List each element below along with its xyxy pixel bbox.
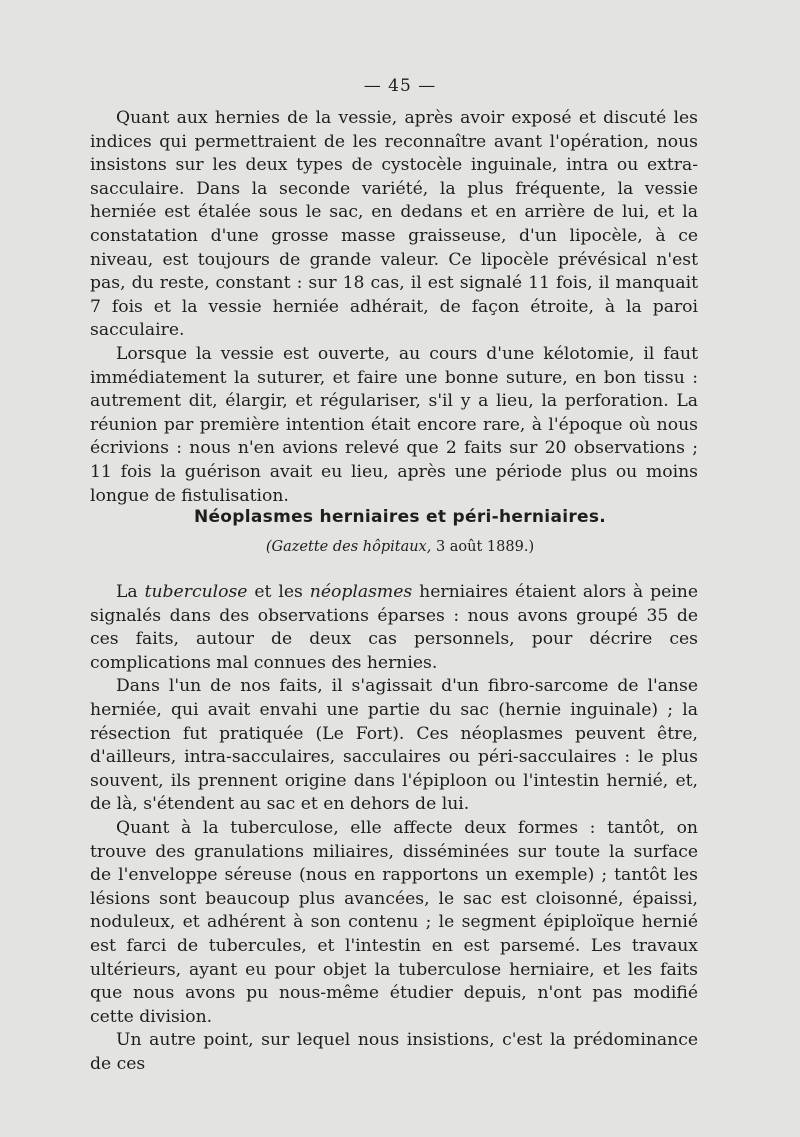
- term-tuberculose: tuberculose: [144, 582, 248, 602]
- bladder-hernia-text: [90, 107, 698, 508]
- section-title: Néoplasmes herniaires et péri-herniaires.: [193, 507, 607, 527]
- paragraph: Quant aux hernies de la vessie, après avoir exposé et discuté les indices qui permettraient de les reconnaître avant l'opération, nous insistons sur les deux types de cystocèle inguinale, intra ou extra-sacculaire. Dans la seconde variété, la plus fréquente, la vessie herniée est étalée sous le sac, en dedans et en arrière de lui, et la constatation d'une grosse masse graisseuse, d'un lipocèle, à ce niveau, est toujours de grande valeur. Ce lipocèle prévésical n'est pas, du reste, constant : sur 18 cas, il est signalé 11 fois, il manquait 7 fois et la vessie herniée adhérait, de façon étroite, à la paroi sacculaire.: [90, 108, 698, 341]
- paragraph-mid: et les: [247, 582, 310, 602]
- source-journal: (Gazette des hôpitaux,: [265, 539, 432, 555]
- section-source: [0, 539, 800, 555]
- paragraph: Un autre point, sur lequel nous insistions, c'est la prédominance de ces: [90, 1030, 698, 1074]
- paragraph: Lorsque la vessie est ouverte, au cours d'une kélotomie, il faut immédiatement la suturer, et faire une bonne suture, en bon tissu : autrement dit, élargir, et régulariser, s'il y a lieu, la perforation. La réunion par première intention était encore rare, à l'époque où nous écrivions : nous n'en avions relevé que 2 faits sur 20 observations ; 11 fois la guérison avait eu lieu, après une période plus ou moins longue de fistulisation.: [90, 343, 698, 506]
- neoplasm-text: [90, 581, 698, 1076]
- paragraph: [90, 581, 698, 675]
- source-date: 3 août 1889.): [431, 539, 535, 555]
- paragraph: Dans l'un de nos faits, il s'agissait d'un fibro-sarcome de l'anse herniée, qui avait envahi une partie du sac (hernie inguinale) ; la résection fut pratiquée (Le Fort). Ces néoplasmes peuvent être, d'ailleurs, intra-sacculaires, sacculaires ou péri-sacculaires : le plus souvent, ils prennent origine dans l'épiploon ou l'intestin hernié, et, de là, s'étendent au sac et en dehors de lui.: [90, 676, 698, 815]
- page-number: — 45 —: [363, 76, 437, 96]
- paragraph-end: herniaires étaient alors à peine signalés dans des observations éparses : nous avons groupé 35 de ces faits, autour de deux cas personnels, pour décrire ces complications mal connues des hernies.: [90, 582, 698, 673]
- paragraph: Quant à la tuberculose, elle affecte deux formes : tantôt, on trouve des granulations miliaires, disséminées sur toute la surface de l'enveloppe séreuse (nous en rapportons un exemple) ; tantôt les lésions sont beaucoup plus avancées, le sac est cloisonné, épaissi, noduleux, et adhérent à son contenu ; le segment épiploïque hernié est farci de tubercules, et l'intestin en est parsemé. Les travaux ultérieurs, ayant eu pour objet la tuberculose herniaire, et les faits que nous avons pu nous-même étudier depuis, n'ont pas modifié cette division.: [90, 817, 698, 1027]
- term-neoplasmes: néoplasmes: [309, 582, 413, 602]
- paragraph-start: La: [116, 582, 145, 602]
